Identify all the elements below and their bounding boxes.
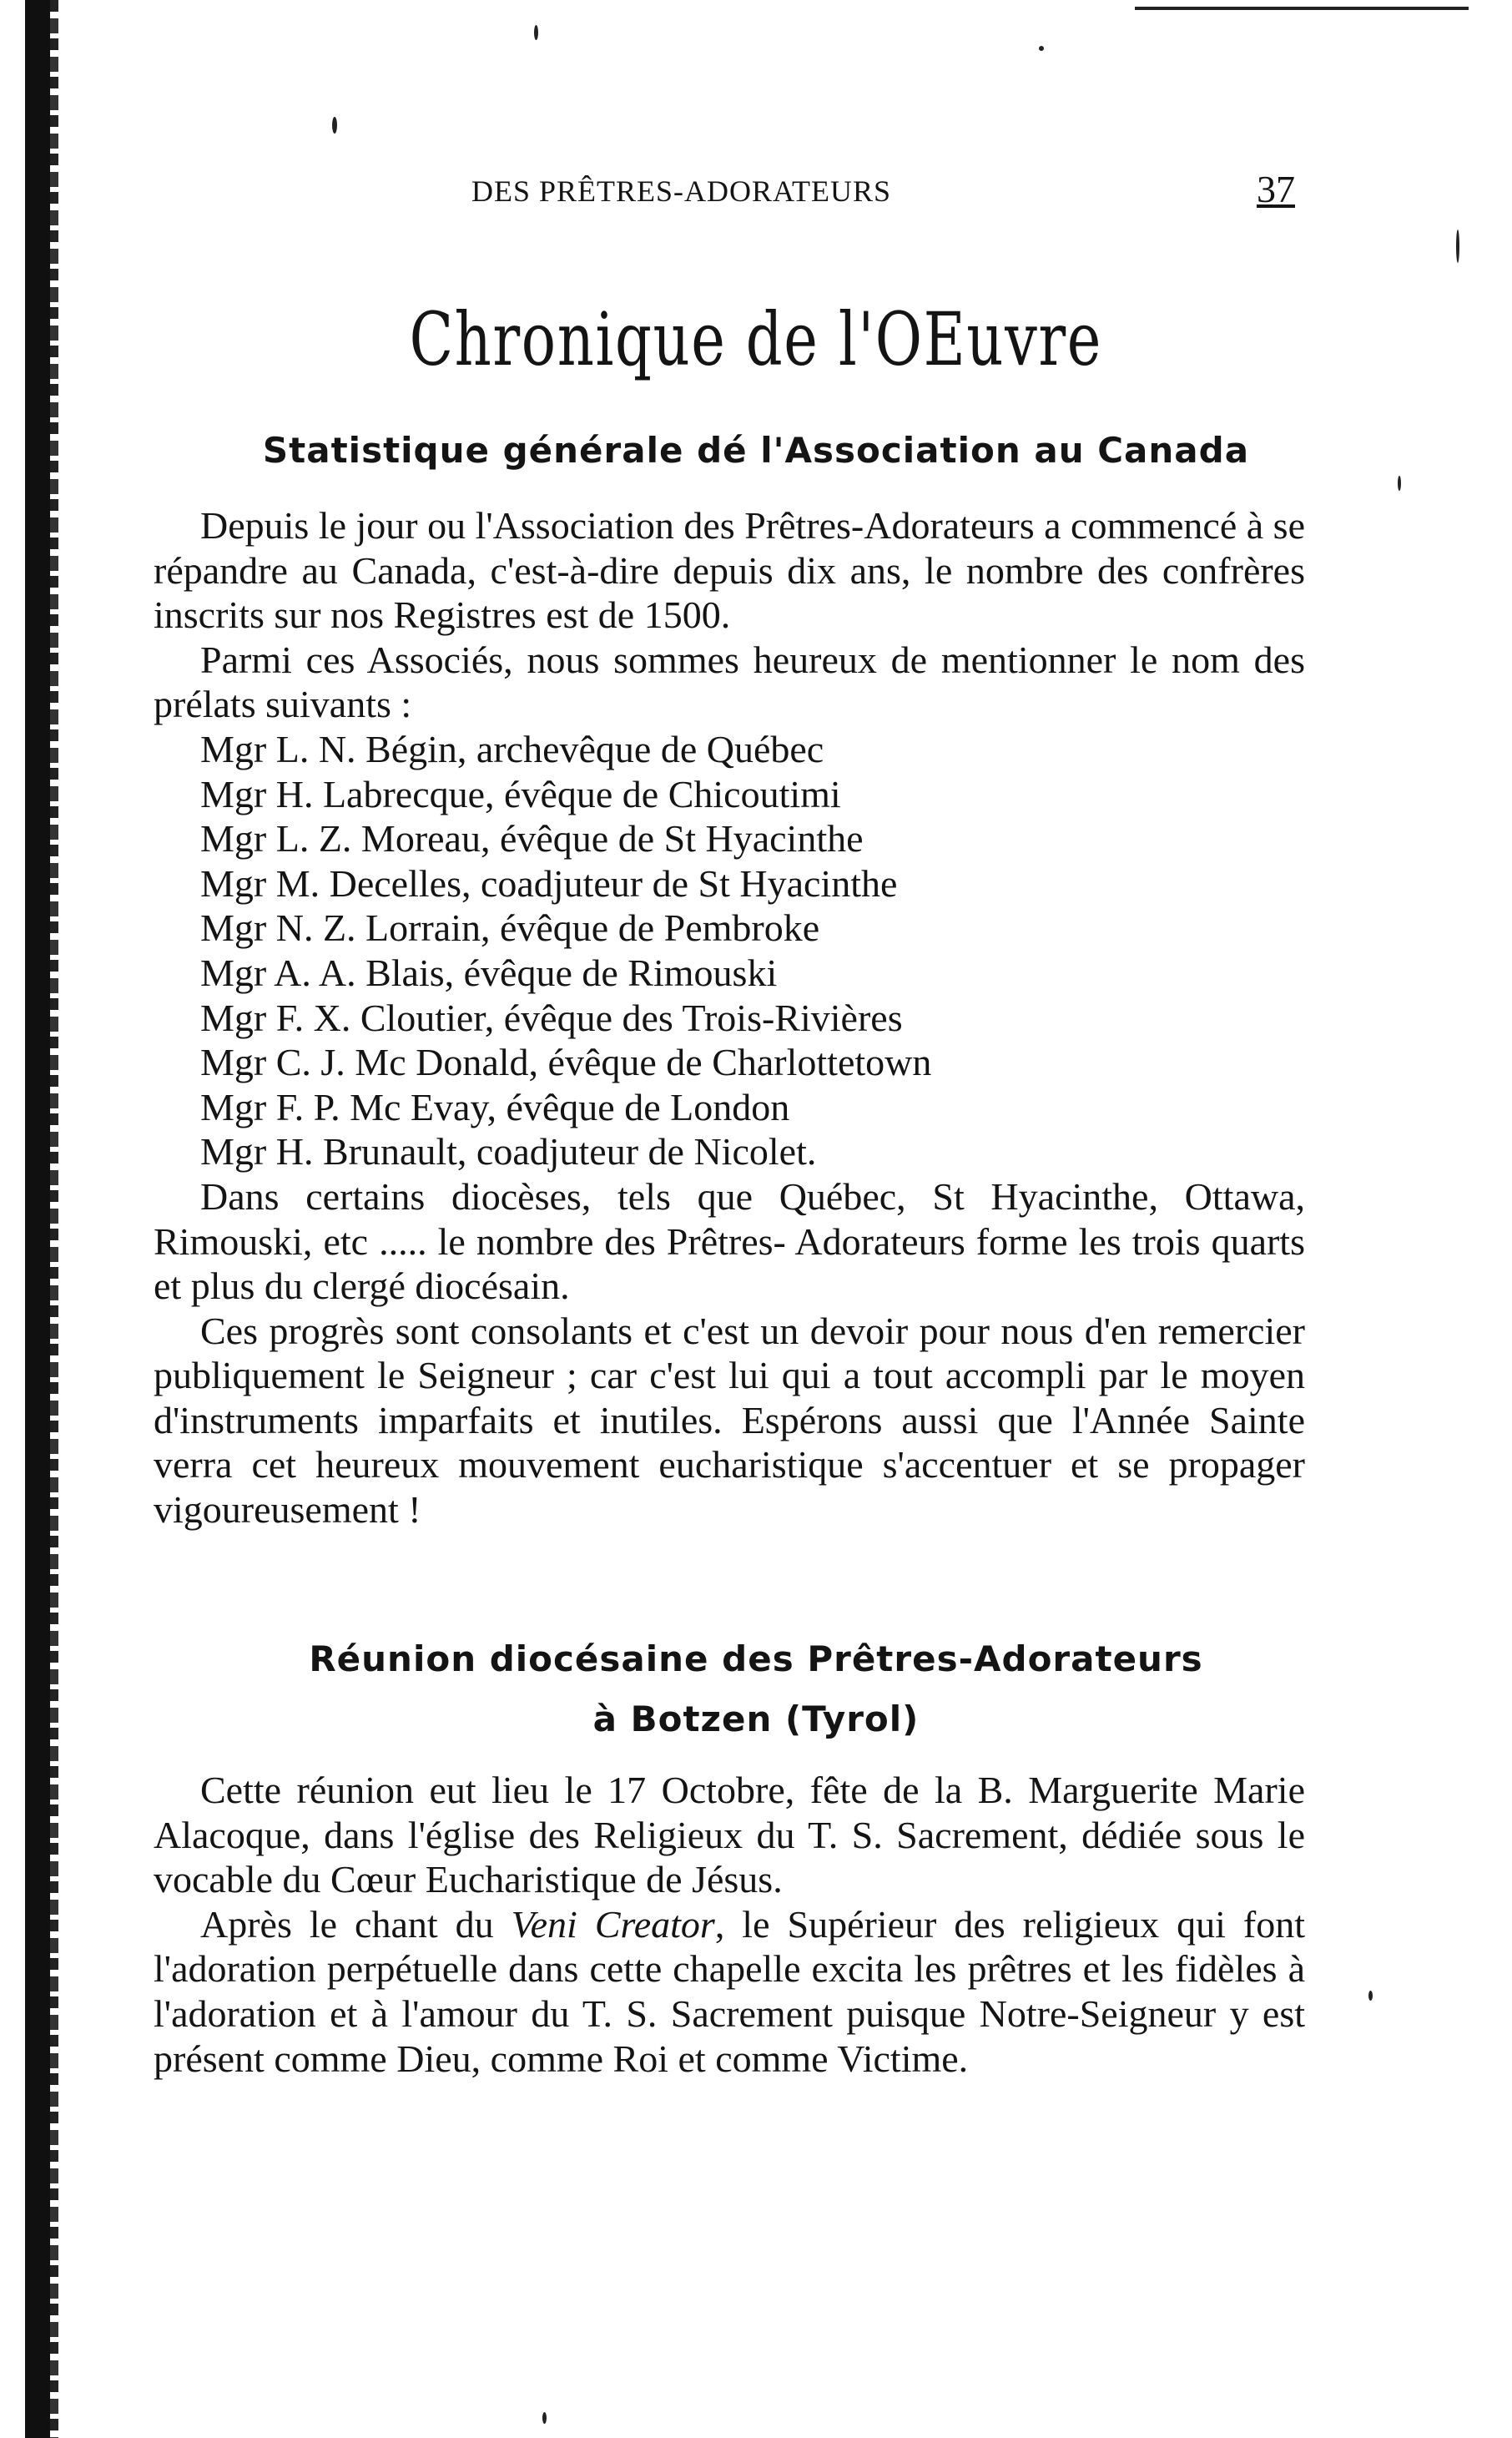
paragraph: Depuis le jour ou l'Association des Prêtres-Adorateurs a commencé à se répandre au Canada, c'est-à-dire depuis dix ans, le nombre des confrères inscrits sur nos Registres est de 1500. — [154, 504, 1306, 637]
chapter-title: Chronique de l'OEuvre — [409, 296, 1102, 382]
paragraph: Parmi ces Associés, nous sommes heureux de mentionner le nom des prélats suivants : — [154, 638, 1305, 726]
paragraph-text: Après le chant du — [200, 1902, 512, 1946]
paragraph: Ces progrès sont consolants et c'est un devoir pour nous d'en remercier publiquement le Seigneur ; car c'est lui qui a tout accompli par le moyen d'instruments imparfaits et inutiles. Espérons aussi que l'Année Sainte verra cet heureux mouvement eucharistique s'accentuer et se propager vigoureusement ! — [154, 1309, 1305, 1532]
section-heading-statistics: Statistique générale dé l'Association au Canada — [262, 430, 1250, 471]
statistics-section-body — [154, 503, 1305, 1532]
scanned-binding-edge — [25, 0, 53, 2438]
ink-speck — [1398, 476, 1401, 491]
prelate-list — [154, 727, 1305, 1174]
paragraph-text: , le Supérieur des religieux qui font l'adoration perpétuelle dans cette chapelle excita les prêtres et les fidèles à l'adoration et à l'amour du T. S. Sacrement puisque Notre-Seigneur y est présent comme Dieu, comme Roi et comme Victime. — [154, 1902, 1305, 2080]
ink-speck — [1039, 46, 1044, 51]
section-heading-reunion: Réunion diocésaine des Prêtres-Adorateurs — [309, 1638, 1203, 1679]
top-rule — [1135, 7, 1469, 10]
prelate-item: Mgr H. Labrecque, évêque de Chicoutimi — [200, 772, 841, 815]
prelate-item: Mgr N. Z. Lorrain, évêque de Pembroke — [200, 906, 820, 950]
ink-speck — [1368, 1991, 1373, 2001]
section-subheading-location: à Botzen (Tyrol) — [592, 1699, 920, 1739]
ink-speck — [534, 25, 538, 40]
prelate-item: Mgr L. N. Bégin, archevêque de Québec — [200, 727, 824, 770]
hymn-title: Veni Creator — [511, 1902, 715, 1946]
prelate-item: Mgr F. P. Mc Evay, évêque de London — [200, 1085, 790, 1128]
ink-speck — [542, 2412, 547, 2424]
prelate-item: Mgr A. A. Blais, évêque de Rimouski — [200, 951, 778, 994]
prelate-item: Mgr L. Z. Moreau, évêque de St Hyacinthe — [200, 817, 864, 861]
paragraph: Dans certains diocèses, tels que Québec, St Hyacinthe, Ottawa, Rimouski, etc ..... le nombre des Prêtres- Adorateurs forme les trois quarts et plus du clergé diocésain. — [154, 1174, 1305, 1308]
reunion-section-body — [154, 1768, 1305, 2081]
prelate-item: Mgr H. Brunault, coadjuteur de Nicolet. — [200, 1130, 817, 1174]
prelate-item: Mgr M. Decelles, coadjuteur de St Hyacinthe — [200, 861, 898, 905]
paragraph — [154, 1902, 1305, 2081]
running-head: DES PRÊTRES-ADORATEURS — [471, 174, 892, 208]
ink-speck — [332, 117, 337, 134]
page-number: 37 — [1257, 168, 1295, 210]
ink-speck — [1456, 230, 1459, 263]
paragraph: Cette réunion eut lieu le 17 Octobre, fête de la B. Marguerite Marie Alacoque, dans l'église des Religieux du T. S. Sacrement, dédiée sous le vocable du Cœur Eucharistique de Jésus. — [154, 1769, 1305, 1901]
prelate-item: Mgr C. J. Mc Donald, évêque de Charlottetown — [200, 1041, 932, 1084]
prelate-item: Mgr F. X. Cloutier, évêque des Trois-Rivières — [200, 996, 903, 1039]
